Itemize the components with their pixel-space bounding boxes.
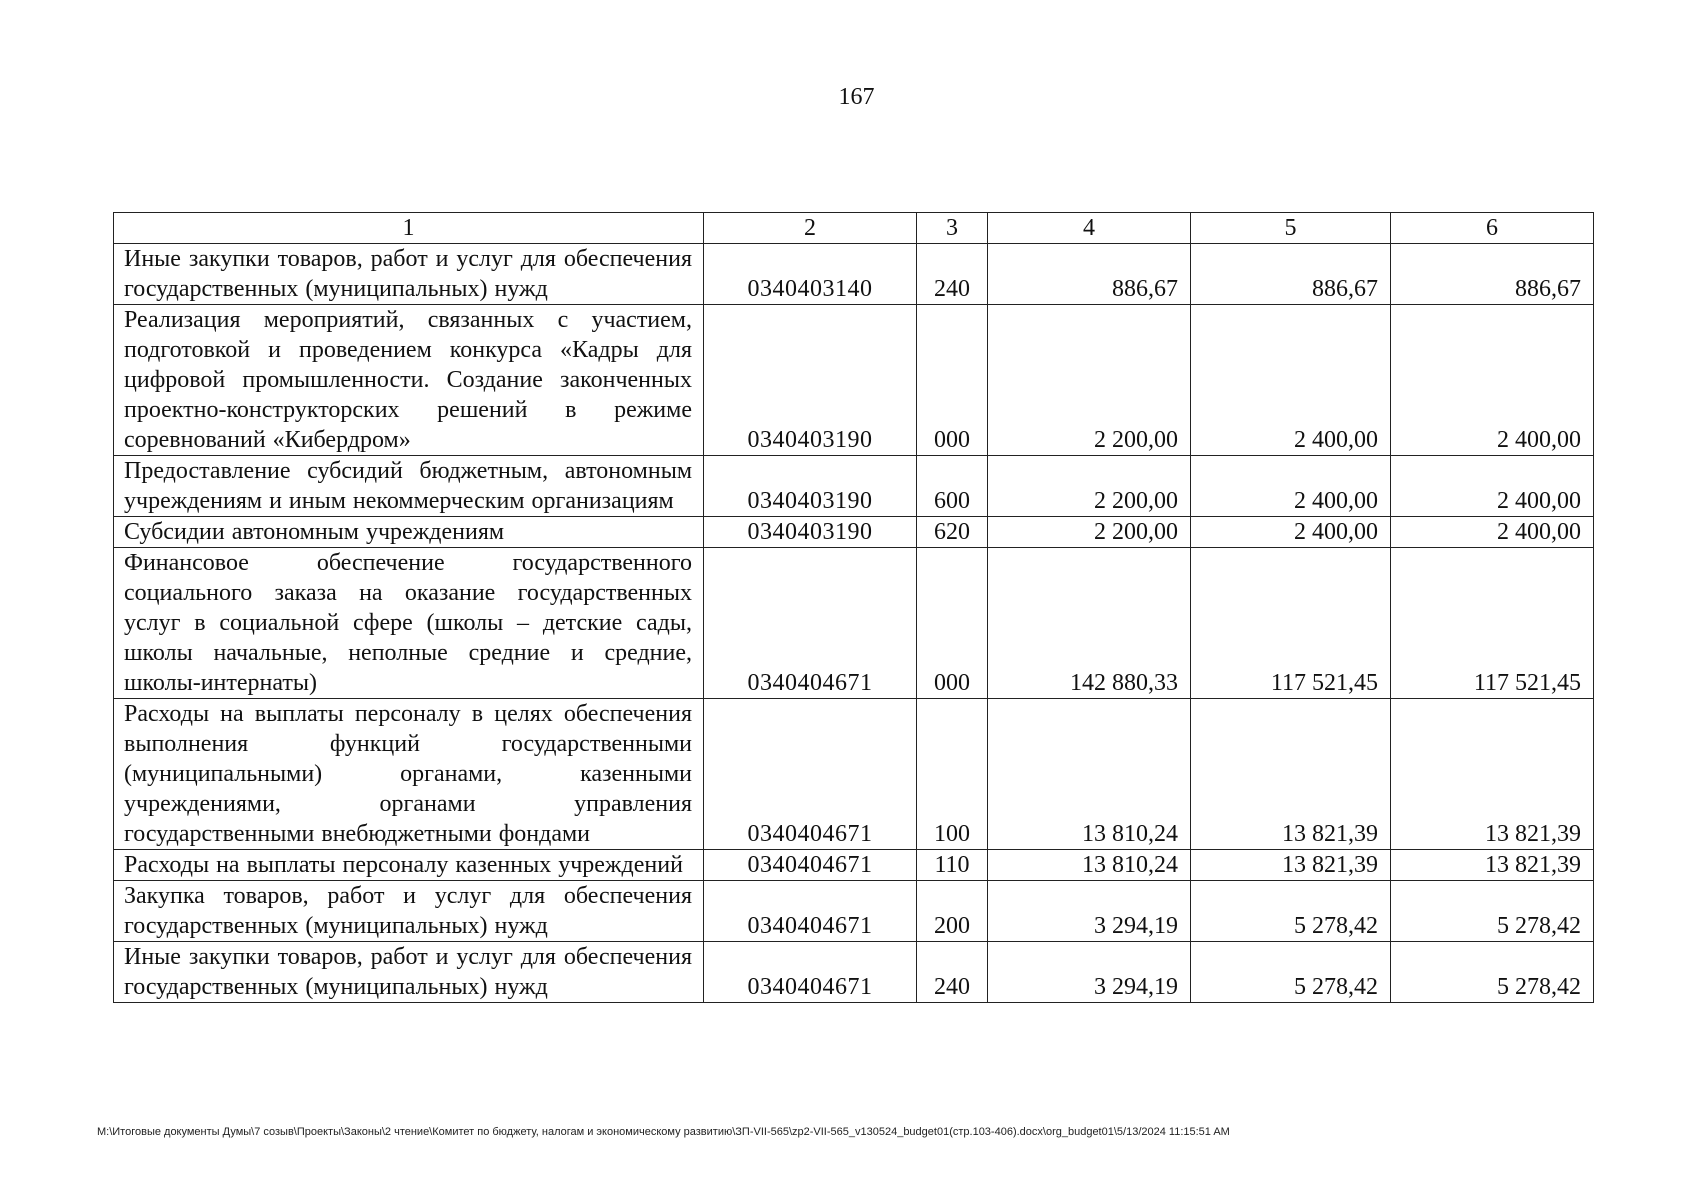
table-row bbox=[114, 850, 1594, 881]
row-value-col4: 13 810,24 bbox=[988, 850, 1191, 881]
row-code: 0340403190 bbox=[704, 517, 917, 548]
row-value-col6: 2 400,00 bbox=[1391, 456, 1594, 517]
table-row bbox=[114, 305, 1594, 456]
row-expense-type: 100 bbox=[917, 699, 988, 850]
row-value-col4: 2 200,00 bbox=[988, 305, 1191, 456]
row-value-col4: 13 810,24 bbox=[988, 699, 1191, 850]
table-row bbox=[114, 456, 1594, 517]
row-name: Закупка товаров, работ и услуг для обеспечения государственных (муниципальных) нужд bbox=[114, 881, 704, 942]
row-value-col4: 3 294,19 bbox=[988, 881, 1191, 942]
row-expense-type: 000 bbox=[917, 305, 988, 456]
row-value-col5: 13 821,39 bbox=[1191, 850, 1391, 881]
row-expense-type: 600 bbox=[917, 456, 988, 517]
table-header-row bbox=[114, 213, 1594, 244]
row-value-col4: 2 200,00 bbox=[988, 517, 1191, 548]
page-number: 167 bbox=[838, 84, 875, 110]
row-expense-type: 200 bbox=[917, 881, 988, 942]
row-value-col5: 2 400,00 bbox=[1191, 305, 1391, 456]
row-expense-type: 620 bbox=[917, 517, 988, 548]
row-value-col5: 886,67 bbox=[1191, 244, 1391, 305]
row-expense-type: 110 bbox=[917, 850, 988, 881]
row-expense-type: 240 bbox=[917, 942, 988, 1003]
row-value-col4: 2 200,00 bbox=[988, 456, 1191, 517]
row-value-col6: 13 821,39 bbox=[1391, 850, 1594, 881]
row-value-col5: 5 278,42 bbox=[1191, 881, 1391, 942]
row-code: 0340404671 bbox=[704, 699, 917, 850]
table-row bbox=[114, 548, 1594, 699]
row-value-col4: 3 294,19 bbox=[988, 942, 1191, 1003]
row-value-col5: 117 521,45 bbox=[1191, 548, 1391, 699]
row-code: 0340404671 bbox=[704, 881, 917, 942]
row-value-col6: 886,67 bbox=[1391, 244, 1594, 305]
row-name: Иные закупки товаров, работ и услуг для обеспечения государственных (муниципальных) нужд bbox=[114, 244, 704, 305]
row-value-col4: 886,67 bbox=[988, 244, 1191, 305]
column-header: 1 bbox=[114, 213, 704, 244]
table-row bbox=[114, 942, 1594, 1003]
row-value-col5: 5 278,42 bbox=[1191, 942, 1391, 1003]
row-value-col6: 117 521,45 bbox=[1391, 548, 1594, 699]
row-value-col6: 2 400,00 bbox=[1391, 517, 1594, 548]
row-name: Финансовое обеспечение государственного социального заказа на оказание государственных услуг в социальной сфере (школы – детские сады, школы начальные, неполные средние и средние, школы-интернаты) bbox=[114, 548, 704, 699]
column-header: 4 bbox=[988, 213, 1191, 244]
column-header: 2 bbox=[704, 213, 917, 244]
row-value-col6: 5 278,42 bbox=[1391, 942, 1594, 1003]
row-code: 0340404671 bbox=[704, 942, 917, 1003]
row-code: 0340403190 bbox=[704, 456, 917, 517]
table-row bbox=[114, 881, 1594, 942]
column-header: 6 bbox=[1391, 213, 1594, 244]
row-name: Расходы на выплаты персоналу казенных учреждений bbox=[114, 850, 704, 881]
row-name: Реализация мероприятий, связанных с участием, подготовкой и проведением конкурса «Кадры для цифровой промышленности. Создание законченных проектно-конструкторских решений в режиме соревнований «Кибердром» bbox=[114, 305, 704, 456]
row-value-col6: 5 278,42 bbox=[1391, 881, 1594, 942]
row-name: Расходы на выплаты персоналу в целях обеспечения выполнения функций государственными (муниципальными) органами, казенными учреждениями, органами управления государственными внебюджетными фондами bbox=[114, 699, 704, 850]
table-row bbox=[114, 517, 1594, 548]
row-name: Субсидии автономным учреждениям bbox=[114, 517, 704, 548]
row-code: 0340404671 bbox=[704, 850, 917, 881]
row-name: Иные закупки товаров, работ и услуг для обеспечения государственных (муниципальных) нужд bbox=[114, 942, 704, 1003]
row-expense-type: 000 bbox=[917, 548, 988, 699]
row-code: 0340404671 bbox=[704, 548, 917, 699]
row-value-col5: 2 400,00 bbox=[1191, 456, 1391, 517]
row-code: 0340403140 bbox=[704, 244, 917, 305]
row-expense-type: 240 bbox=[917, 244, 988, 305]
row-value-col5: 13 821,39 bbox=[1191, 699, 1391, 850]
table-row bbox=[114, 699, 1594, 850]
row-value-col5: 2 400,00 bbox=[1191, 517, 1391, 548]
row-code: 0340403190 bbox=[704, 305, 917, 456]
row-value-col6: 13 821,39 bbox=[1391, 699, 1594, 850]
budget-table bbox=[113, 212, 1594, 1003]
document-file-path: M:\Итоговые документы Думы\7 созыв\Проекты\Законы\2 чтение\Комитет по бюджету, налогам и экономическому развитию\ЗП-VII-565\zp2-VII-565_v130524_budget01(стр.103-406).docx\org_budget01\5/13/2024 11:15:51 AM bbox=[97, 1126, 1230, 1138]
row-name: Предоставление субсидий бюджетным, автономным учреждениям и иным некоммерческим организациям bbox=[114, 456, 704, 517]
column-header: 3 bbox=[917, 213, 988, 244]
table-row bbox=[114, 244, 1594, 305]
row-value-col6: 2 400,00 bbox=[1391, 305, 1594, 456]
column-header: 5 bbox=[1191, 213, 1391, 244]
row-value-col4: 142 880,33 bbox=[988, 548, 1191, 699]
